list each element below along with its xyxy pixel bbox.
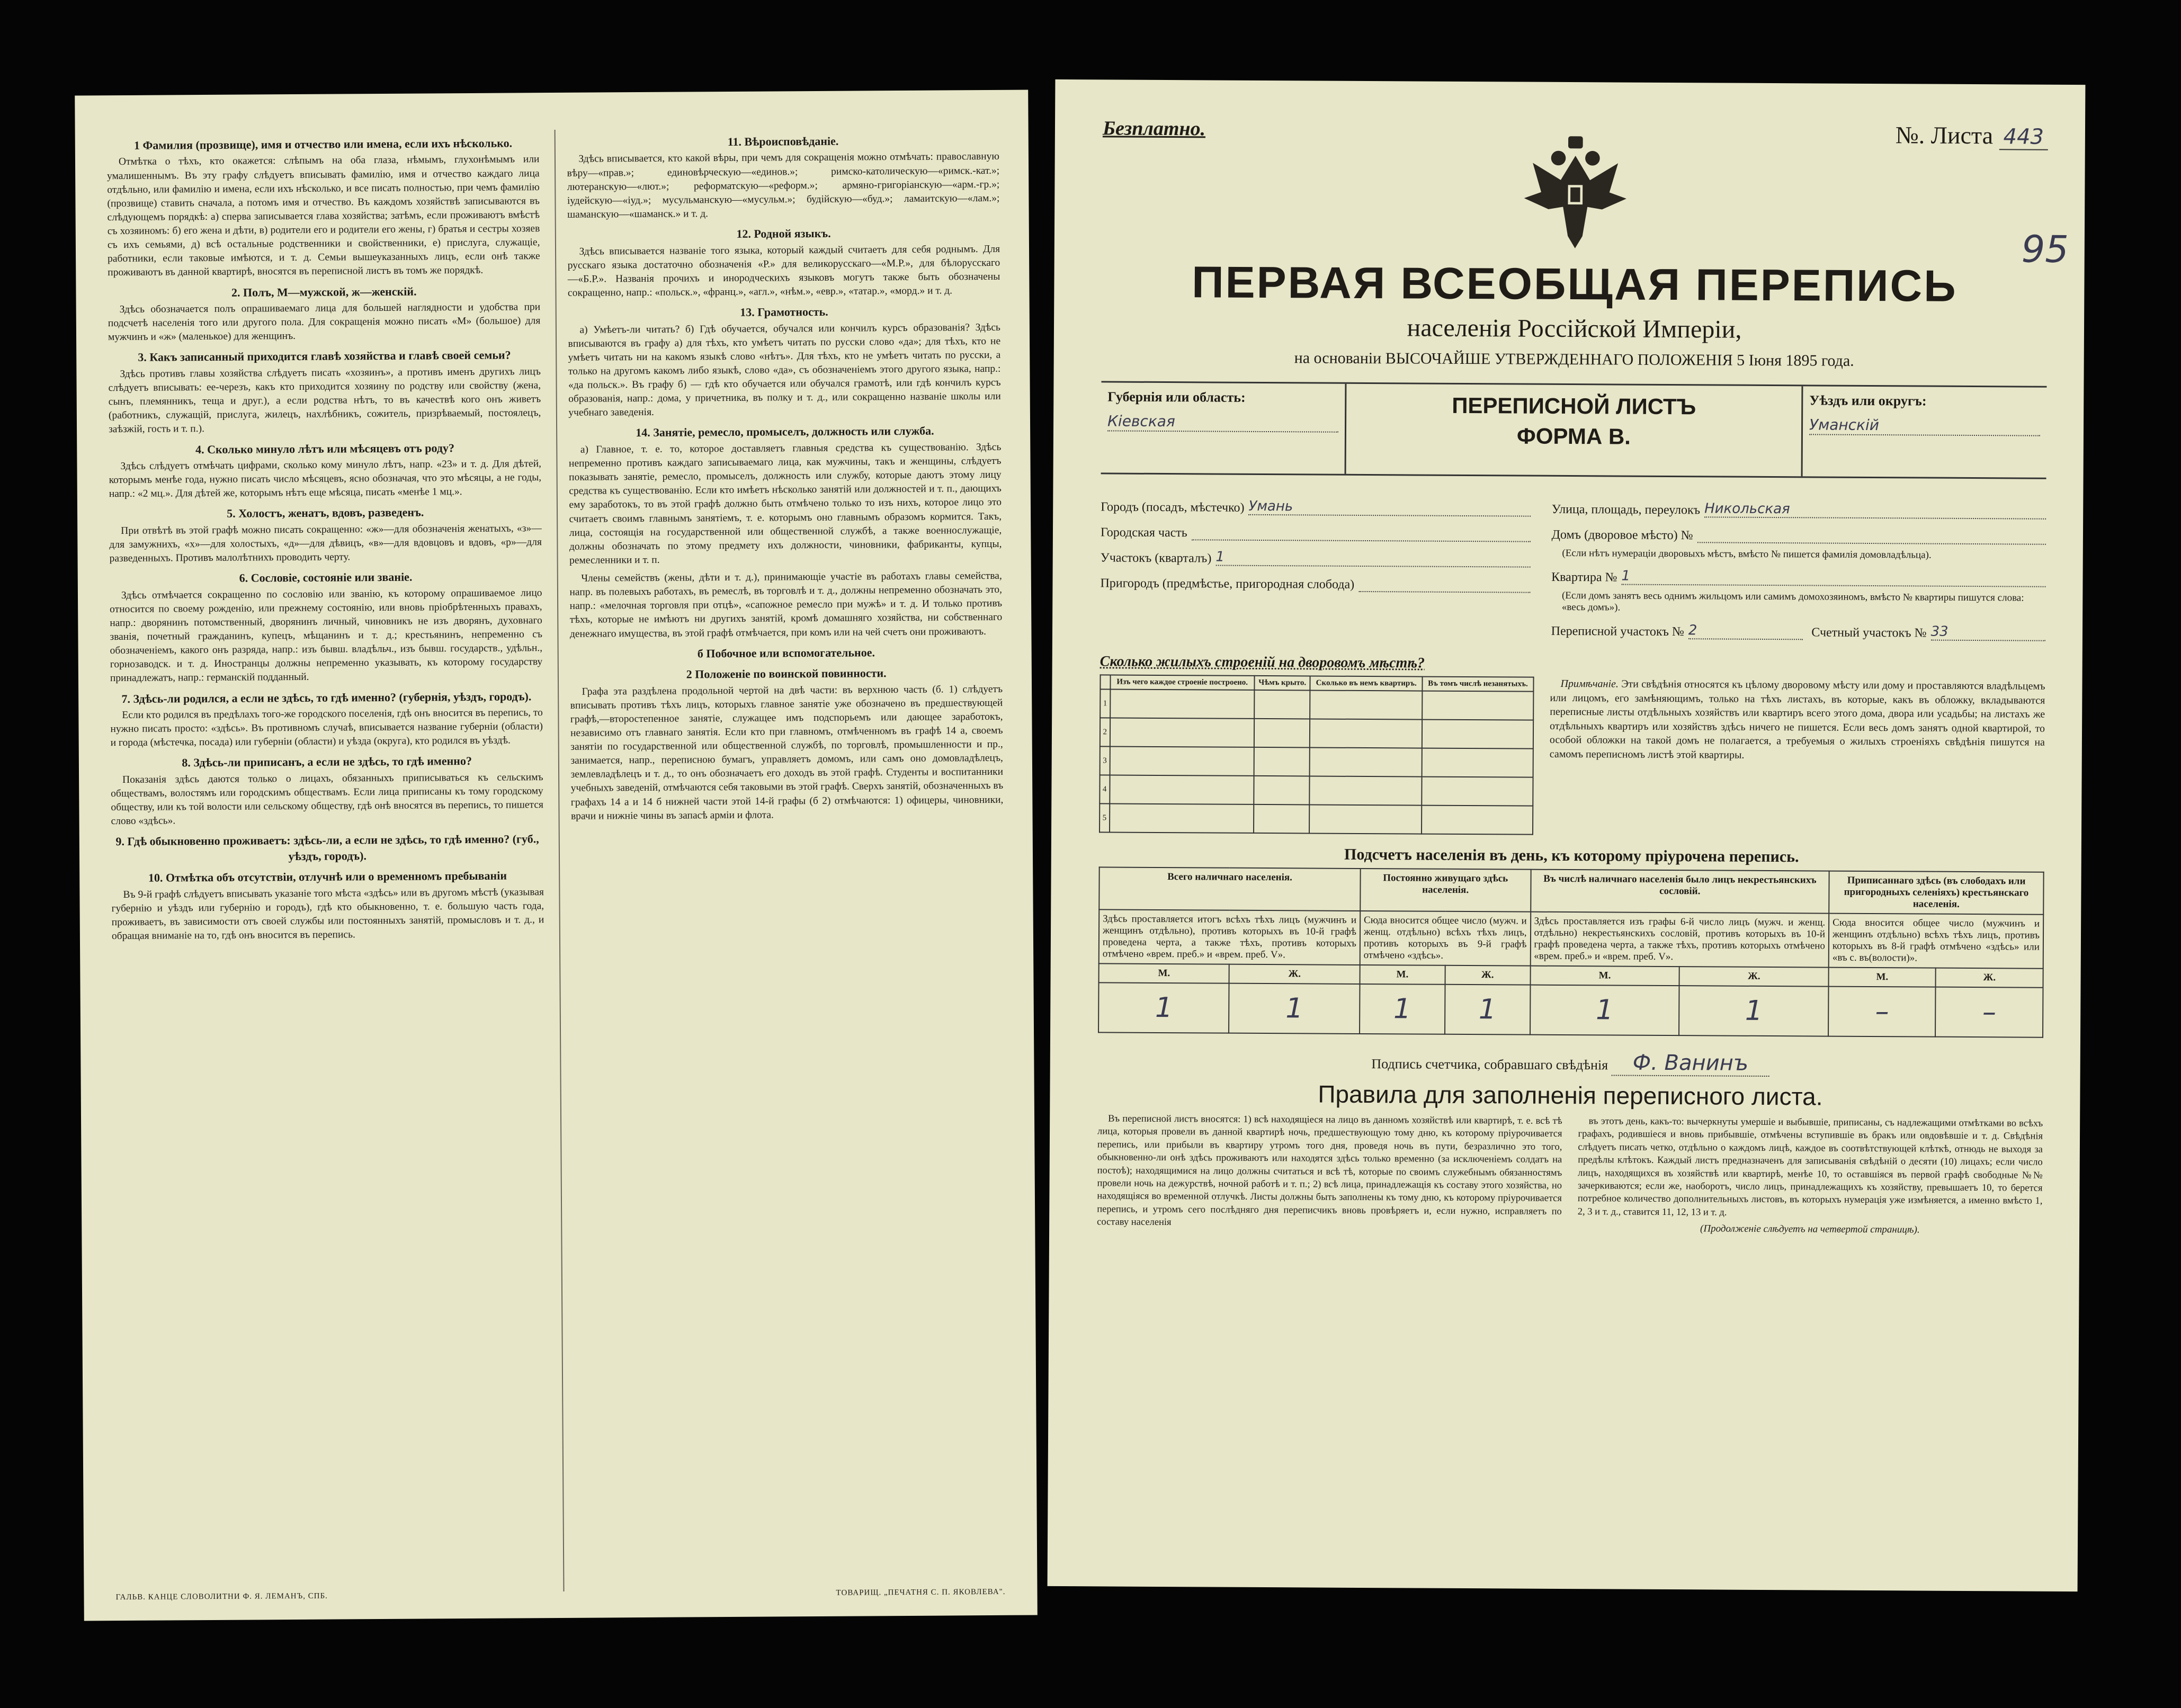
dwell-cell xyxy=(1110,689,1255,718)
instruction-text: Въ 9-й графѣ слѣдуетъ вписывать указаніе того мѣста «здѣсь» или въ другомъ мѣстѣ (указывая губернію и уѣздъ или губернію и городъ), гдѣ кто обыкновенно, т. е. большую часть года, проживаетъ, въ зависимости отъ своей службы или постоянныхъ занятій, промысловъ и т. д., и обращая вниманіе на то, гдѣ онъ вносится въ перепись. xyxy=(111,886,544,942)
enumerator-signature xyxy=(1098,1048,2043,1077)
dwell-header: Въ томъ числѣ незанятыхъ. xyxy=(1422,677,1533,692)
province-label: Губернія или область: xyxy=(1107,389,1246,405)
suburb-field xyxy=(1100,574,1530,593)
suburb-value xyxy=(1358,575,1530,593)
dwell-cell xyxy=(1422,777,1533,806)
instruction-text: Графа эта раздѣлена продольной чертой на двѣ части: въ верхнюю часть (б. 1) слѣдуетъ вписывать противъ тѣхъ лицъ, которыхъ главное занятіе уже обозначено въ предшествующей графѣ,—второстепенное занятіе, служащее имъ подспорьемъ или дающее заработокъ, независимо отъ главнаго занятія. Если кто при главномъ, отмѣченномъ въ графѣ 14 а, своемъ занятіи по государственной или общественной службѣ, по торговлѣ, промышленности и пр., занимается, напр., переписною бумагъ, управляетъ домомъ, или самъ оно домовладѣлецъ, землевладѣлецъ и т. д., то онъ обозначаетъ его доходъ въ этой графѣ. Студенты и воспитанники учебныхъ заведеній, отмѣчаются себя таковыми въ этой графѣ. Сверхъ занятій, обозначенныхъ въ графахъ 14 а и 14 б нижней части этой 14-й графы (б 2) отмѣчаются: 1) офицеры, чиновники, врачи и нижніе чины въ запасѣ арміи и флота. xyxy=(570,683,1004,822)
city-label: Городъ (посадъ, мѣстечко) xyxy=(1101,500,1245,515)
dwell-header: Чѣмъ крыто. xyxy=(1254,676,1310,691)
male-count: 1 xyxy=(1530,985,1679,1035)
apartment-note: (Если домъ занятъ весь однимъ жильцомъ или самимъ домохозяиномъ, вмѣсто № квартиры пишутся слова: «весь домъ»). xyxy=(1561,589,2024,613)
city-part-field xyxy=(1101,523,1531,542)
free-label: Безплатно. xyxy=(1102,117,1206,140)
census-subtitle: населенія Россійской Имперіи, xyxy=(1407,314,1742,344)
dwell-cell xyxy=(1110,775,1254,804)
row-number: 2 xyxy=(1100,718,1110,746)
count-column-description: Здѣсь проставляется изъ графы 6-й число лицъ (мужч. и женщ. отдѣльно) некрестьянскихъ сословій, противъ которыхъ въ 10-й графѣ проведена черта, а также тѣхъ, противъ которыхъ отмѣчено «врем. преб.» и «врем. преб. V». xyxy=(1530,912,1829,968)
census-district-field xyxy=(1551,622,2046,641)
female-label: Ж. xyxy=(1445,965,1530,985)
instruction-text: Здѣсь вписывается названіе того языка, который каждый считаетъ для себя роднымъ. Для русскаго языка достаточно обозначенія «Р.» для великорусскаго—«М.Р.», для бѣлорусскаго—«Б.Р.». Названія прочихъ и инородческихъ языковъ могутъ также быть обозначены сокращенно, напр.: «польск.», «франц.», «агл.», «нѣм.», «евр.», «татар.», «морд.» и т. д. xyxy=(567,243,1000,299)
apartment-field xyxy=(1551,568,2046,587)
dwell-cell xyxy=(1422,748,1533,777)
street-field xyxy=(1552,500,2046,520)
sheet-number xyxy=(1896,121,2048,150)
row-number: 5 xyxy=(1100,803,1110,832)
male-count: – xyxy=(1828,987,1936,1037)
dwell-cell xyxy=(1310,776,1422,805)
dwell-cell xyxy=(1254,719,1310,748)
count-column-description: Сюда вносится общее число (мужч. и женщ. отдѣльно) всѣхъ тѣхъ лицъ, противъ которыхъ въ 9-й графѣ отмѣчено «здѣсь». xyxy=(1360,911,1531,966)
house-value xyxy=(1697,526,2046,544)
dwell-head-blank xyxy=(1100,675,1110,689)
rules-column-2: въ этотъ день, какъ-то: вычеркнуты умершіе и выбывшіе, приписаны, съ надлежащими отмѣтками во всѣхъ графахъ, родившіеся и вновь прибывшіе, отмѣчены вступившіе въ бракъ или овдовѣвшіе и т. д. Свѣдѣнія слѣдуетъ писать четко, отдѣльно о каждомъ лицѣ, каждое въ соотвѣтствующей клѣткѣ, отнюдь не выходя за предѣлы клѣтокъ. Каждый листъ предназначенъ для записыванія свѣдѣній о десяти (10) лицахъ; если число лицъ, находящихся въ хозяйствѣ или квартирѣ, менѣе 10, то оставшіяся въ первой графѣ свободные №№ зачеркиваются; если же, наоборотъ, число лицъ, принадлежащихъ къ хозяйству, превышаетъ 10, то берется потребное количество дополнительныхъ листовъ, въ которыхъ нумерація уже измѣняется, а именно вмѣсто 1, 2, 3 и т. д., ставится 11, 12, 13 и т. д. xyxy=(1577,1116,2043,1218)
dwell-cell xyxy=(1310,690,1423,719)
instruction-heading: 12. Родной языкъ. xyxy=(736,226,831,240)
city-part-value xyxy=(1192,523,1531,542)
dwell-cell xyxy=(1254,747,1310,776)
instruction-heading: 10. Отмѣтка объ отсутствіи, отлучнѣ или о временномъ пребываніи xyxy=(148,869,507,885)
instruction-heading: 2. Полъ, М—мужской, ж—женскій. xyxy=(231,284,417,299)
row-number: 3 xyxy=(1100,746,1110,775)
instruction-heading: 1 Фамилия (прозвище), имя и отчество или имена, если ихъ нѣсколько. xyxy=(133,136,513,152)
signature-value: Ф. Ванинъ xyxy=(1612,1050,1770,1077)
house-field xyxy=(1552,525,2046,545)
dwell-cell xyxy=(1422,691,1533,720)
sheet-number-label: №. Листа xyxy=(1895,121,1994,149)
instruction-text: Показанія здѣсь даются только о лицахъ, обязанныхъ приписываться къ сельскимъ обществамъ, волостямъ или городскимъ обществамъ. Если лица приписаны къ тому городскому обществу, или къ той волости или сельскому обществу, гдѣ онѣ вносятся въ перепись, то пишется слово «здѣсь». xyxy=(111,772,543,827)
instruction-heading: 7. Здѣсь-ли родился, а если не здѣсь, то гдѣ именно? (губернія, уѣздъ, городъ). xyxy=(121,689,532,705)
census-title: ПЕРВАЯ ВСЕОБЩАЯ ПЕРЕПИСЬ xyxy=(1192,257,1957,311)
table-row xyxy=(1100,689,1533,720)
remark-label: Примѣчаніе. xyxy=(1560,677,1619,690)
district-label: Уѣздъ или округъ: xyxy=(1809,392,1927,409)
dwell-header: Изъ чего каждое строеніе построено. xyxy=(1110,675,1255,690)
imperial-eagle-icon xyxy=(1514,131,1636,253)
instruction-heading: 13. Грамотность. xyxy=(740,305,828,319)
dwell-cell xyxy=(1254,690,1310,719)
instruction-text: а) Главное, т. е. то, которое доставляетъ главныя средства къ существованію. Здѣсь непременно противъ каждаго записываемаго лица, как мужчины, такъ и женщины, слѣдуетъ показывать занятіе, ремесло, промыселъ, должность или службу, которые даютъ этому лицу средства къ существованію. Если кто имѣетъ нѣсколько занятій или должностей и т. п., дающихъ ему заработокъ, то въ этой графѣ должно быть отмѣчено только то изъ нихъ, которое лицо это считаетъ своимъ главнымъ занятіемъ, т. е. которымъ оно главнымъ образомъ кормится. Такъ, лица, состоящія на государственной или общественной службѣ, а также военнослужащіе, должны обозначать по этому предмету ихъ должности, чиновники, фабриканты, купцы, ремесленники и т. п. xyxy=(568,441,1002,566)
apartment-value: 1 xyxy=(1621,568,2045,587)
suburb-label: Пригородъ (предмѣстье, пригородная слобода) xyxy=(1100,576,1355,592)
instruction-text: Здѣсь вписывается, кто какой вѣры, при чемъ для сокращенія можно отмѣчать: православную вѣру—«прав.»; единовѣрческую—«единов.»; римско-католическую—«римск.-кат.»; лютеранскую—«лют.»; реформатскую—«реформ.»; армяно-григоріанскую—«арм.-гр.»; іудейскую—«іуд.»; мусульманскую—«мусульм.»; будійскую—«буд.»; ламаитскую—«лам.»; шаманскую—«шаманск.» и т. д. xyxy=(567,151,1000,220)
instruction-heading: 8. Здѣсь-ли приписанъ, а если не здѣсь, то гдѣ именно? xyxy=(182,754,472,770)
dwell-cell xyxy=(1422,720,1533,749)
dwellings-table xyxy=(1099,674,1534,835)
left-column-1 xyxy=(107,130,548,1594)
dwell-cell xyxy=(1110,718,1254,747)
male-count: 1 xyxy=(1360,984,1445,1034)
row-number: 4 xyxy=(1100,775,1110,803)
instruction-text: При отвѣтѣ въ этой графѣ можно писать сокращенно: «ж»—для обозначенія женатыхъ, «з»—для замужнихъ, «х»—для холостыхъ, «д»—для дѣвицъ, «в»—для вдовцовъ и вдовъ, «р»—для разведенныхъ. Противъ малолѣтнихъ проводить черту. xyxy=(109,522,542,565)
female-count: 1 xyxy=(1679,986,1828,1036)
continuation-note: (Продолженіе слѣдуетъ на четвертой страницѣ). xyxy=(1700,1223,1920,1236)
rules-text xyxy=(1097,1112,2043,1237)
instruction-heading: 6. Сословіе, состояніе или званіе. xyxy=(239,570,413,585)
street-value: Никольская xyxy=(1704,500,2046,519)
instruction-text: Здѣсь слѣдуетъ отмѣчать цифрами, сколько кому минуло лѣтъ, напр. «23» и т. д. Для дѣтей, которымъ менѣе года, нужно писать число мѣсяцевъ, ясно обозначая, что это мѣсяцы, а не годы, напр.: «2 мц.». Для дѣтей же, которымъ нѣтъ еще мѣсяца, писать «менѣе 1 мц.». xyxy=(109,458,542,500)
dwell-cell xyxy=(1422,806,1533,835)
count-column-title: Постоянно живущаго здѣсь населенія. xyxy=(1360,869,1531,912)
counting-district-value: 33 xyxy=(1930,624,2045,641)
dwell-cell xyxy=(1254,804,1310,834)
female-count: – xyxy=(1936,987,2043,1038)
dwellings-question: Сколько жилыхъ строеній на дворовомъ мѣстѣ? xyxy=(1100,653,1425,672)
house-note: (Если нѣтъ нумераціи дворовыхъ мѣстъ, вмѣсто № пишется фамилія домовладѣльца). xyxy=(1562,547,1932,561)
instruction-text: Члены семействъ (жены, дѣти и т. д.), принимающіе участіе въ работахъ главы семейства, напр. въ полевыхъ работахъ, въ ремеслѣ, въ торговлѣ и т. д., должны непременно обозначать это, напр.: «мелочная торговля при отцѣ», «сапожное ремесло при мужѣ» и т. д. И только противъ тѣхъ, которые не имѣютъ ни другихъ занятій, кромѣ домашняго хозяйства, ни собственнаго денежнаго имущества, въ этой графѣ отмѣчается, при комъ или на чей счетъ они проживаютъ. xyxy=(569,570,1003,640)
population-count-heading: Подсчетъ населенія въ день, къ которому пріурочена перепись. xyxy=(1344,845,1799,866)
census-legal-basis: на основаніи ВЫСОЧАЙШЕ УТВЕРЖДЕННАГО ПОЛОЖЕНІЯ 5 Іюня 1895 года. xyxy=(1294,349,1854,370)
instruction-text: Если кто родился въ предѣлахъ того-же городского поселенія, гдѣ онъ вносится въ перепись, то нужно писать просто: «здѣсь». Въ противномъ случаѣ, вписывается название губерніи (области) и города (мѣстечка, посада) или губерніи (области) и уѣзда (округа), кто родился въ уѣздѣ. xyxy=(110,707,543,749)
female-label: Ж. xyxy=(1936,968,2043,988)
female-label: Ж. xyxy=(1229,964,1360,984)
female-count: 1 xyxy=(1445,985,1530,1035)
census-form-page xyxy=(1048,79,2086,1591)
rules-column-1: Въ переписной листъ вносятся: 1) всѣ находящіеся на лицо въ данномъ хозяйствѣ или квартирѣ, т. е. всѣ тѣ лица, которыя провели въ данной квартирѣ ночь, предшествующую тому дню, къ которому пріурочивается перепись, или прибыли въ квартиру утромъ того дня, проведя ночь въ пути, безразлично это того, обыкновенно-ли онѣ здѣсь проживаютъ или находятся здѣсь только временно (за исключеніемъ солдатъ на постоѣ); находящимися на лицо должны считаться и всѣ тѣ, которые по своимъ служебнымъ обязанностямъ провели ночь на дежурствѣ, ночной работѣ и т. п.; 2) всѣ лица, принадлежащія къ составу этого хозяйства, но находящіяся во временной отлучкѣ. Листы должны быть заполнены къ тому дню, къ которому пріурочивается перепись, и утромъ сего послѣдняго дня переписчикъ вновь провѣряетъ и, если нужно, исправляетъ по составу населенія xyxy=(1097,1113,1562,1228)
station-label: Участокъ (кварталъ) xyxy=(1100,551,1212,566)
population-count-table xyxy=(1098,866,2044,1038)
female-label: Ж. xyxy=(1679,967,1829,986)
male-label: М. xyxy=(1829,968,1936,987)
instruction-text: Здѣсь противъ главы хозяйства слѣдуетъ писать «хозяинъ», а противъ именъ другихъ лицъ слѣдуетъ вписывать: ее-черезъ, какъ кто приходится хозяину по родству или свойству (жена, сынъ, племянникъ, теща и друг.), а если родства нѣтъ, то въ качествѣ кого онъ живетъ (работникъ, служащій, прислуга, жилецъ, нахлѣбникъ, сожитель, призрѣваемый, постоялецъ, заѣзжій, гость и т. п.). xyxy=(108,366,541,435)
house-label: Домъ (дворовое мѣсто) № xyxy=(1551,527,1693,543)
form-title-line-2: ФОРМА В. xyxy=(1516,423,1631,449)
dwell-cell xyxy=(1254,776,1310,805)
instruction-heading: 5. Холостъ, женатъ, вдовъ, разведенъ. xyxy=(227,505,424,521)
city-field xyxy=(1101,497,1531,516)
table-row xyxy=(1100,746,1533,777)
table-row xyxy=(1100,775,1533,806)
printer-credit-left: ГАЛЬВ. КАНЦЕ СЛОВОЛИТНИ Ф. Я. ЛЕМАНЪ, СПБ. xyxy=(115,1591,328,1602)
male-label: М. xyxy=(1099,963,1230,983)
dwellings-section xyxy=(1099,674,2045,837)
apartment-label: Квартира № xyxy=(1551,570,1617,585)
street-label: Улица, площадь, переулокъ xyxy=(1551,502,1701,517)
male-count: 1 xyxy=(1098,982,1229,1033)
signature-label: Подпись счетчика, собравшаго свѣдѣнія xyxy=(1371,1056,1608,1073)
district-value: Уманскій xyxy=(1809,416,2040,436)
province-field xyxy=(1101,382,1345,473)
instruction-heading: 11. Вѣроисповѣданіе. xyxy=(727,134,839,148)
station-field xyxy=(1101,548,1531,567)
form-title-box xyxy=(1345,384,1803,477)
instruction-text: Здѣсь отмѣчается сокращенно по сословію или званію, къ которому опрашиваемое лицо относится по своему рожденію, или прежнему состоянію, или вновь пріобрѣтенныхъ правахъ, напр.: дворянинъ потомственный, дворянинъ личный, чиновникъ не изъ дворянъ, духовнаго званія, почетный гражданинъ, купецъ, мѣщанинъ и т. д.; крестьянинъ, непременно съ обозначеніемъ, какого онъ разряда, напр.: изъ бывш. владѣльч., изъ бывш. государств., удѣльн., горнозаводск. и т. д. Иностранцы должны непременно указывать, къ которому государству принадлежатъ, напр.: германскій подданный. xyxy=(110,587,543,684)
dwell-header: Сколько въ немъ квартиръ. xyxy=(1310,676,1423,691)
rules-title: Правила для заполненія переписного листа. xyxy=(1318,1080,1823,1111)
address-left xyxy=(1100,489,1531,647)
dwell-cell xyxy=(1310,747,1422,776)
instruction-heading: 2 Положеніе по воинской повинности. xyxy=(686,666,887,681)
table-row xyxy=(1100,718,1533,748)
left-column-2 xyxy=(554,127,1008,1591)
dwell-cell xyxy=(1310,719,1422,748)
census-district-value: 2 xyxy=(1688,622,1803,640)
count-column-title: Приписаннаго здѣсь (въ слободахъ или пригородныхъ селеніяхъ) крестьянскаго населенія. xyxy=(1829,871,2043,915)
form-title-line-1: ПЕРЕПИСНОЙ ЛИСТЪ xyxy=(1452,392,1696,419)
instruction-heading: 14. Занятіе, ремесло, промыселъ, должность или служба. xyxy=(636,424,934,440)
printer-credit-right: ТОВАРИЩ. „ПЕЧАТНЯ С. П. ЯКОВЛЕВА". xyxy=(836,1587,1006,1597)
count-column-title: Всего наличнаго населенія. xyxy=(1099,867,1360,911)
instruction-text: Отмѣтка о тѣхъ, кто окажется: слѣпымъ на оба глаза, нѣмымъ, глухонѣмымъ или умалишеннымъ. Въ эту графу слѣдуетъ вписывать фамилію, имя и отчество каждаго лица отдѣльно, или фамилію и имена, если ихъ нѣсколько, и все писать полностью, при чемъ фамилію (прозвище) ставить сначала, а потомъ имя и отчество. Въ каждомъ хозяйствѣ записываются въ слѣдующемъ порядкѣ: а) сперва записывается глава хозяйства; затѣмъ, если проживаютъ вмѣстѣ съ хозяиномъ: б) его жена и дѣти, в) родители его и родители его жены, г) братья и сестры хозяев съ ихъ семьями, д) всѣ остальные родственники и свойственники, е) прислуга, служащіе, работники, если таковые имѣются, и т. д. Семьи вышеуказанныхъ лицъ, если онѣ также проживаютъ въ данной квартирѣ, вносятся въ переписной листъ въ томъ же порядкѣ. xyxy=(107,154,540,279)
region-row xyxy=(1101,381,2047,479)
female-count: 1 xyxy=(1229,983,1360,1034)
margin-handwritten-number: 95 xyxy=(2021,227,2069,271)
row-number: 1 xyxy=(1100,689,1110,718)
male-label: М. xyxy=(1360,965,1445,985)
dwell-cell xyxy=(1309,804,1422,834)
remark-text: Эти свѣдѣнія относятся къ цѣлому дворовому мѣсту или дому и проставляются владѣльцемъ или лицомъ, его замѣняющимъ, только на тѣхъ листахъ, въ которые, какъ въ обложку, вкладываются переписные листы отдѣльныхъ хозяйствъ или квартиръ всего этого дома, двора или усадьбы; на листахъ же отдѣльныхъ квартиръ или хозяйствъ здѣсь ничего не пишется. Если весь домъ занятъ одной квартирой, то особой обложки на такой домъ не полагается, а требуемыя о жилыхъ строеніяхъ свѣдѣнія пишутся на самомъ переписномъ листѣ этой квартиры. xyxy=(1549,678,2045,761)
instruction-heading: 3. Какъ записанный приходится главѣ хозяйства и главѣ своей семьи? xyxy=(138,348,511,364)
count-column-description: Сюда вносится общее число (мужчинъ и женщинъ отдѣльно) всѣхъ тѣхъ лицъ, противъ которыхъ въ 8-й графѣ отмѣчено «здѣсь» или «въ с. въ(волости)». xyxy=(1829,914,2043,969)
count-column-description: Здѣсь проставляется итогъ всѣхъ тѣхъ лицъ (мужчинъ и женщинъ отдѣльно), противъ которыхъ въ 10-й графѣ проведена черта, а также тѣхъ, противъ которыхъ отмѣчено «врем. преб.» и «врем. преб. V». xyxy=(1099,909,1360,965)
instruction-text: а) Умѣетъ-ли читать? б) Гдѣ обучается, обучался или кончилъ курсъ образованія? Здѣсь вписываются въ графу а) для тѣхъ, кто умѣетъ читать по русски слово «да»; для тѣхъ, кто не умѣетъ читать ни на какомъ языкѣ слово «нѣтъ». Для тѣхъ, кто не умѣетъ читать по русски, а только на другомъ какомъ либо языкѣ, слово «да», съ обозначеніемъ этого другого языка, напр.: «да польск.». Въ графу б) — гдѣ кто обучается или обучался грамотѣ, или гдѣ кончилъ курсъ образованія, напр.: дома, у причетника, въ полку и т. д., или сокращенно названіе школы или учебнаго заведенія. xyxy=(568,321,1001,419)
male-label: М. xyxy=(1530,966,1679,986)
address-block xyxy=(1100,489,2046,649)
instruction-heading: 9. Гдѣ обыкновенно проживаетъ: здѣсь-ли, а если не здѣсь, то гдѣ именно? (губ., уѣздъ, городъ). xyxy=(115,832,539,863)
instruction-heading: 4. Сколько минуло лѣтъ или мѣсяцевъ отъ роду? xyxy=(195,441,455,456)
counting-district-label: Счетный участокъ № xyxy=(1811,625,1927,640)
city-value: Умань xyxy=(1248,498,1531,517)
table-row xyxy=(1100,803,1533,834)
sheet-number-value: 443 xyxy=(1999,124,2048,150)
station-value: 1 xyxy=(1215,549,1530,568)
dwellings-remark xyxy=(1549,677,2045,838)
district-field xyxy=(1803,386,2047,477)
dwell-cell xyxy=(1110,746,1254,775)
instruction-heading: б Побочное или вспомогательное. xyxy=(697,645,875,660)
city-part-label: Городская часть xyxy=(1100,525,1187,540)
dwell-cell xyxy=(1110,803,1254,833)
address-right xyxy=(1551,491,2046,650)
instruction-text: Здѣсь обозначается полъ опрашиваемаго лица для большей наглядности и удобства при подсчетѣ населенія того или другого пола. Для сокращенія можно писать «М» (большое) для мужчинъ и «ж» (маленькое) для женщинъ. xyxy=(108,301,541,343)
census-district-label: Переписной участокъ № xyxy=(1551,624,1684,639)
count-column-title: Въ числѣ наличнаго населенія было лицъ некрестьянскихъ сословій. xyxy=(1531,870,1829,914)
province-value: Кіевская xyxy=(1107,412,1338,432)
left-page-instructions xyxy=(75,90,1038,1621)
